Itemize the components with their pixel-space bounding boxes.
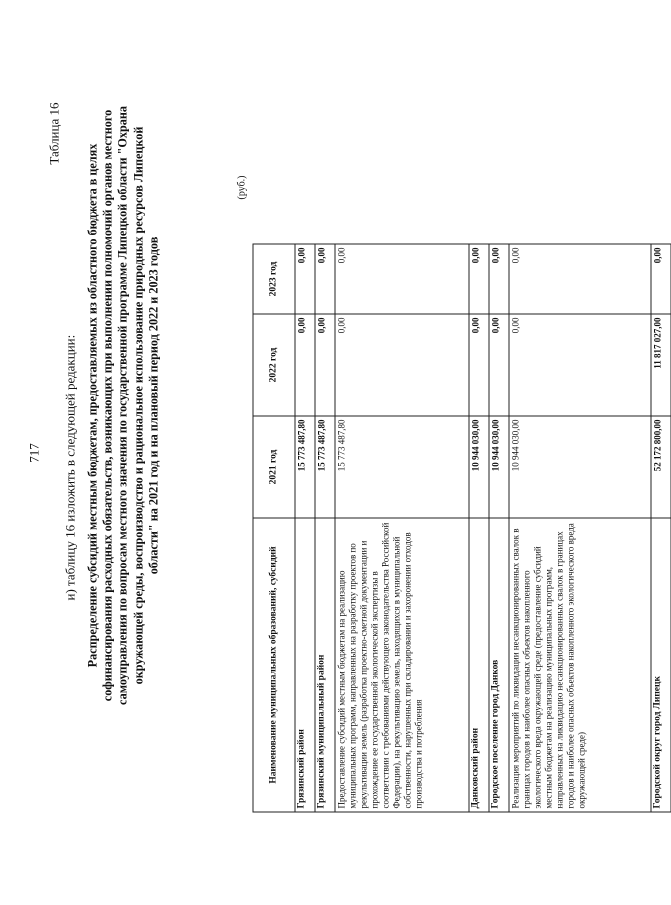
header-2021: 2021 год: [253, 416, 295, 518]
row-name: Реализация мероприятий по ликвидации несанкционированных свалок в границах городов и наиболее опасных объектов накопленного экологического вреда окружающей среде (предоставление субсидий местным бюджетам на реализацию муниципальных программ, направленных на ликвидацию несанкционированных свалок в границах городов и наиболее опасных объектов накопленного экологического вреда окружающей среде): [509, 518, 651, 812]
row-name: Городское поселение город Данков: [489, 518, 509, 812]
title-line: области" на 2021 год и на плановый период 2022 и 2023 годов: [145, 236, 160, 574]
table-label: Таблица 16: [46, 102, 61, 165]
header-2023: 2023 год: [253, 244, 295, 314]
value-2022: 0,00: [509, 314, 651, 416]
title-line: самоуправления по вопросам местного значения по государственной программе Липецкой области "Охрана: [115, 105, 130, 705]
title-line: Распределение субсидий местным бюджетам, предоставляемых из областного бюджета в целях: [85, 143, 99, 667]
value-2022: 0,00: [335, 314, 469, 416]
value-2022: 11 817 027,00: [651, 314, 671, 416]
table-row: [469, 244, 489, 812]
value-2023: 0,00: [651, 244, 671, 314]
table-row: [315, 244, 335, 812]
row-name: Грязинский муниципальный район: [315, 518, 335, 812]
value-2023: 0,00: [469, 244, 489, 314]
unit-label: (руб.): [236, 175, 247, 199]
table-title: [85, 105, 161, 705]
table-row: [489, 244, 509, 812]
table-row: [651, 244, 671, 812]
row-name: Городской округ город Липецк: [651, 518, 671, 812]
row-name: Данковский район: [469, 518, 489, 812]
value-2021: 15 773 487,80: [315, 416, 335, 518]
value-2022: 0,00: [315, 314, 335, 416]
page-number: 717: [26, 442, 41, 463]
value-2023: 0,00: [295, 244, 315, 314]
value-2022: 0,00: [295, 314, 315, 416]
table-header-row: [253, 244, 295, 812]
value-2023: 0,00: [509, 244, 651, 314]
value-2022: 0,00: [469, 314, 489, 416]
intro-text: и) таблицу 16 изложить в следующей редакции:: [62, 334, 77, 600]
header-name: Наименование муниципальных образований, субсидий: [253, 518, 295, 812]
table-row: [335, 244, 469, 812]
value-2021: 10 944 030,00: [489, 416, 509, 518]
value-2022: 0,00: [489, 314, 509, 416]
value-2021: 52 172 800,00: [651, 416, 671, 518]
table-row: [295, 244, 315, 812]
value-2021: 15 773 487,80: [295, 416, 315, 518]
value-2021: 10 944 030,00: [509, 416, 651, 518]
value-2021: 15 773 487,80: [335, 416, 469, 518]
title-line: софинансирования расходных обязательств, возникающих при выполнении полномочий органов местного: [100, 109, 115, 701]
table-row: [509, 244, 651, 812]
value-2021: 10 944 030,00: [469, 416, 489, 518]
header-2022: 2022 год: [253, 314, 295, 416]
subsidy-table: [252, 243, 671, 812]
title-line: окружающей среды, воспроизводство и рациональное использование природных ресурсов Липецкой: [130, 126, 145, 684]
value-2023: 0,00: [335, 244, 469, 314]
value-2023: 0,00: [489, 244, 509, 314]
value-2023: 0,00: [315, 244, 335, 314]
row-name: Грязинский район: [295, 518, 315, 812]
row-name: Предоставление субсидий местным бюджетам на реализацию муниципальных программ, направленных на разработку проектов по рекультивации земель (разработка проектно-сметной документации и прохождение ее государственной экологической экспертизы в соответствии с требованиями действующего законодательства Российской Федерации), на рекультивацию земель, находящихся в муниципальной собственности, нарушенных при складировании и захоронении отходов производства и потребления: [335, 518, 469, 812]
